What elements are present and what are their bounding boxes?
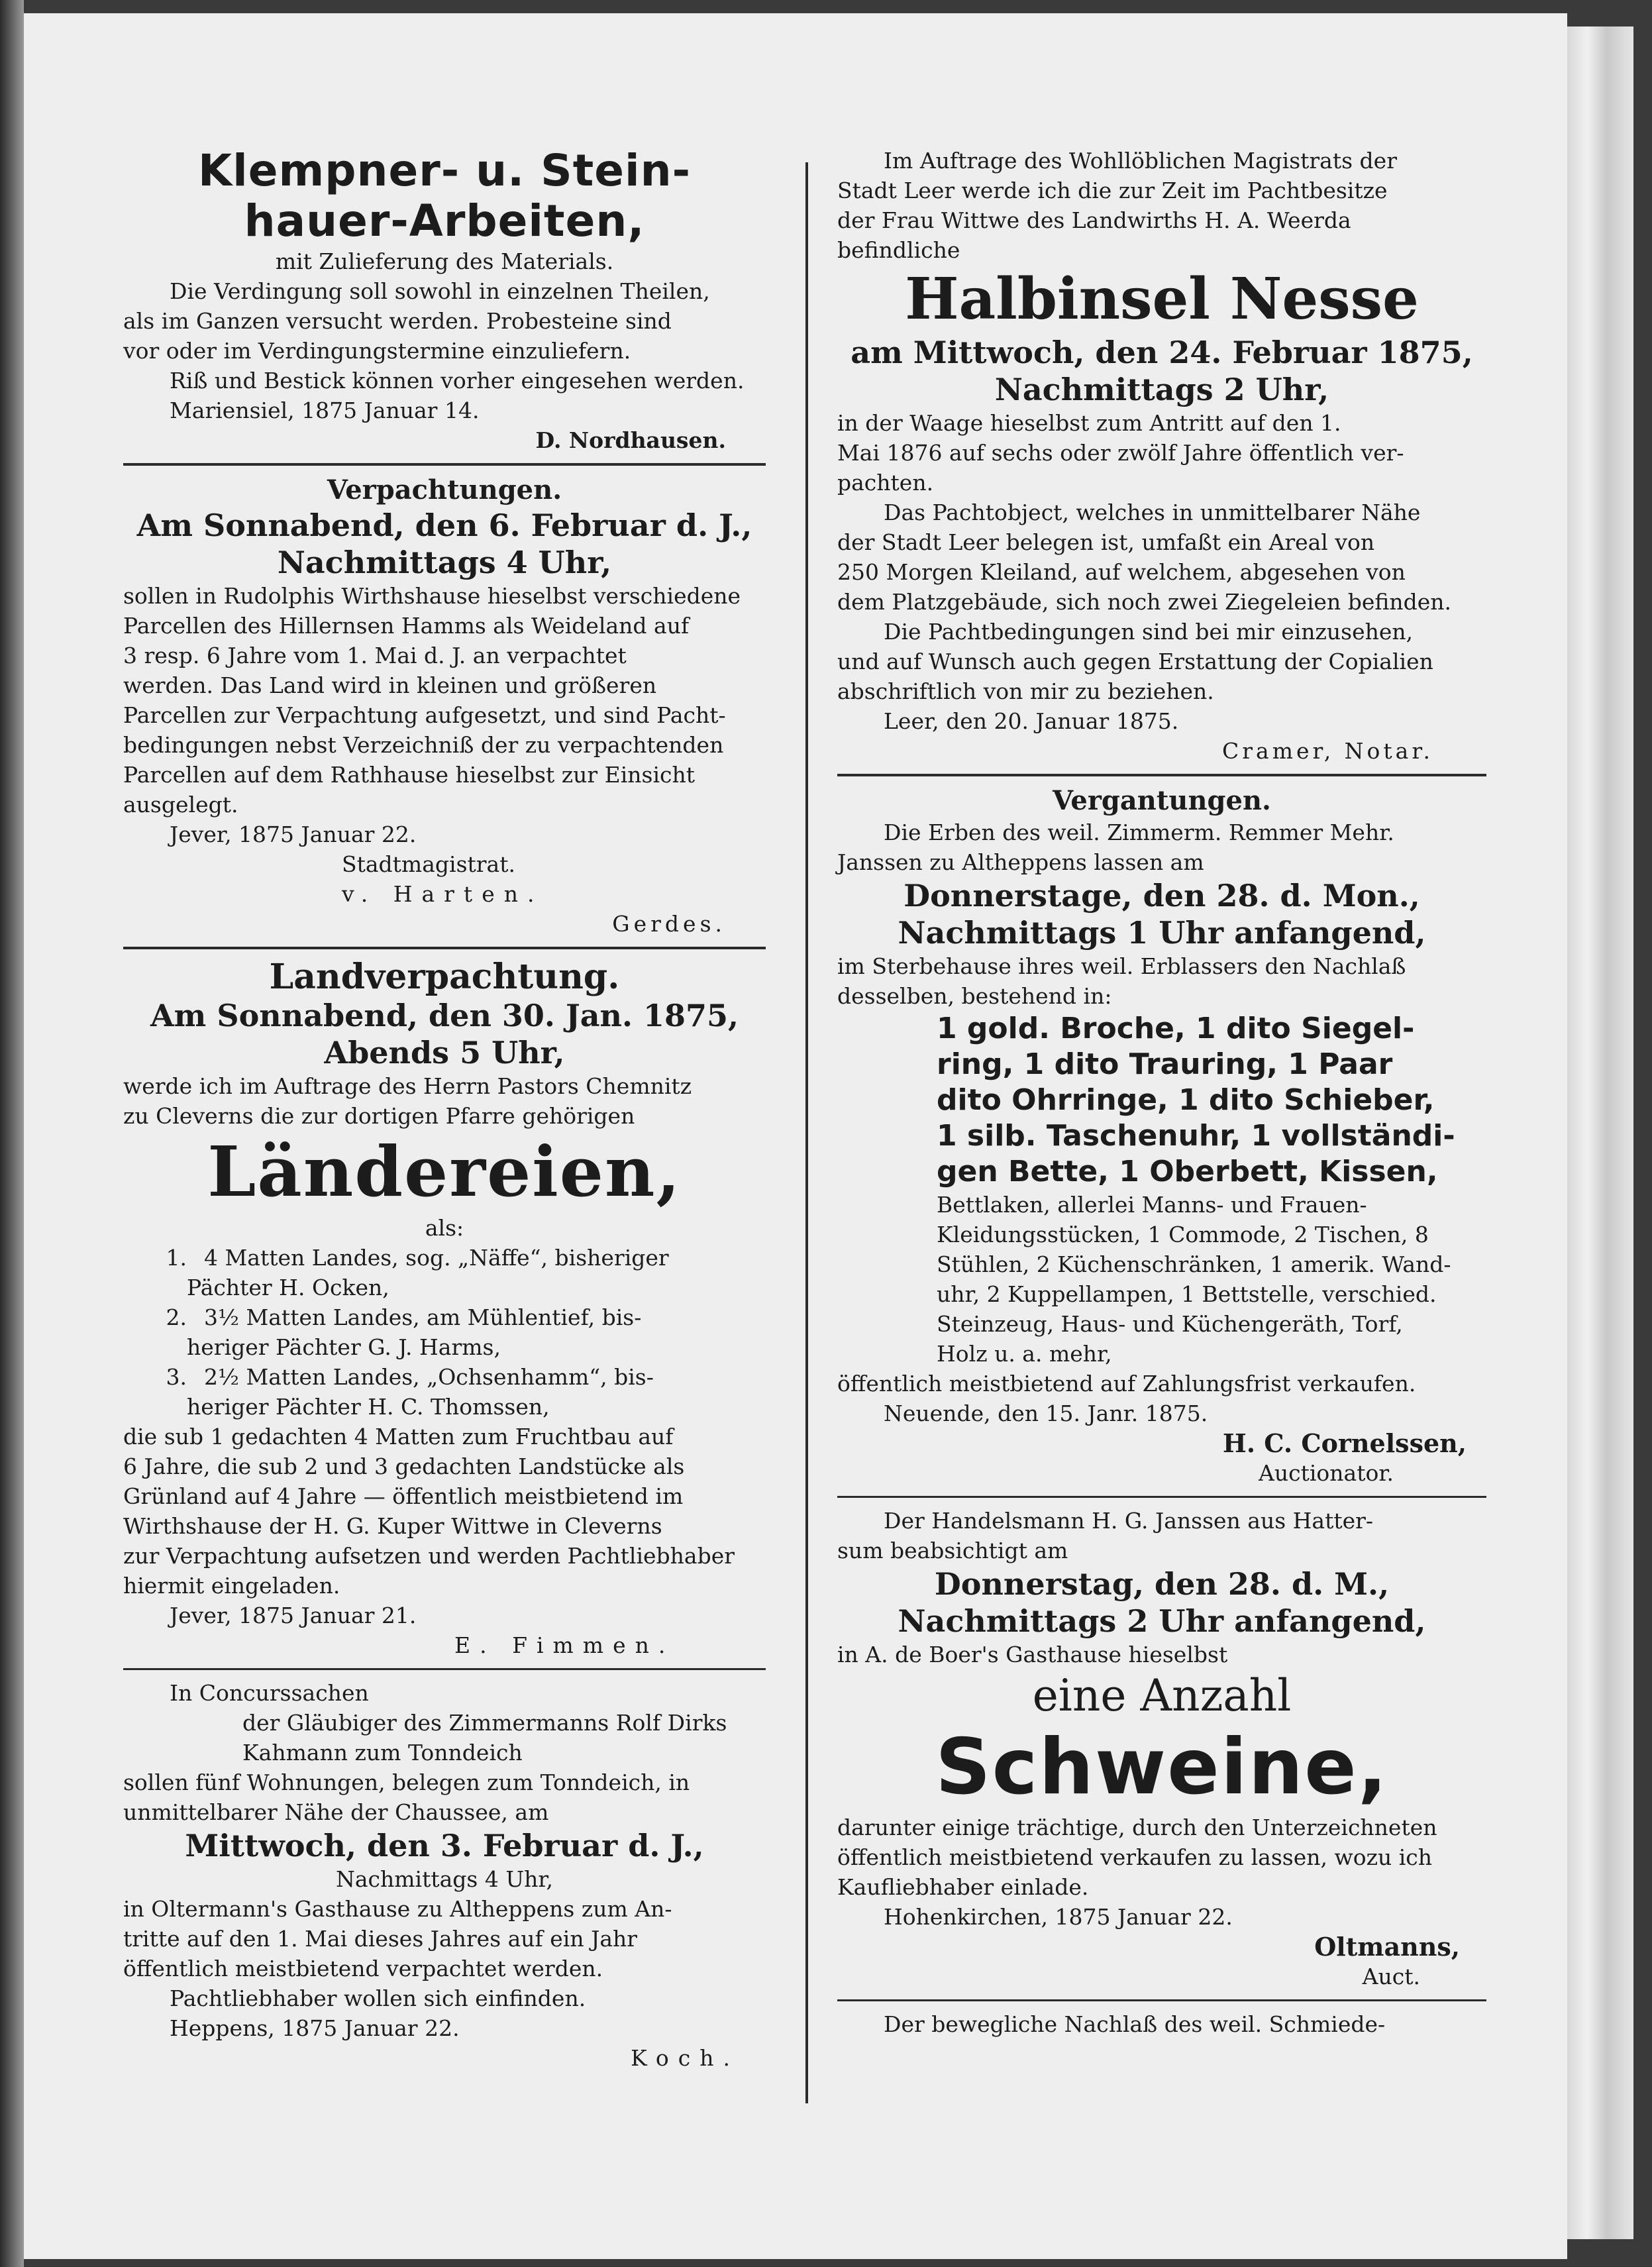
text-line: Die Verdingung soll sowohl in einzelnen Theilen,	[170, 278, 710, 304]
ad-heading: Verpachtungen.	[327, 474, 562, 505]
estate-item-line: 1 gold. Broche, 1 dito Siegel-	[937, 1012, 1415, 1045]
text-line: Das Pachtobject, welches in unmittelbarer Nähe	[884, 500, 1421, 525]
left-column	[123, 146, 766, 2073]
text-line: werden. Das Land wird in kleinen und größeren	[123, 672, 657, 698]
place-date: Jever, 1875 Januar 22.	[170, 821, 417, 847]
text-line: ausgelegt.	[123, 792, 238, 817]
place-date: Neuende, den 15. Janr. 1875.	[884, 1400, 1208, 1426]
item-text: Pächter H. Ocken,	[187, 1275, 389, 1300]
text-line: dem Platzgebäude, sich noch zwei Ziegeleien befinden.	[837, 589, 1452, 615]
text-line: uhr, 2 Kuppellampen, 1 Bettstelle, verschied.	[937, 1281, 1437, 1307]
estate-item-line: gen Bette, 1 Oberbett, Kissen,	[937, 1155, 1438, 1188]
ad-klempner	[123, 146, 766, 455]
item-text: heriger Pächter G. J. Harms,	[187, 1334, 501, 1360]
place-date: Mariensiel, 1875 Januar 14.	[170, 397, 480, 423]
item-number: 3.	[166, 1364, 187, 1390]
item-text: 3½ Matten Landes, am Mühlentief, bis-	[204, 1304, 642, 1330]
ad-halbinsel-nesse	[837, 146, 1486, 766]
text-line: Der Handelsmann H. G. Janssen aus Hatter-	[884, 1508, 1374, 1534]
text-line: Wirthshause der H. G. Kuper Wittwe in Cleverns	[123, 1513, 662, 1539]
divider-rule	[837, 774, 1486, 776]
ad-big-subtitle: eine Anzahl	[1032, 1670, 1292, 1721]
text-line: desselben, bestehend in:	[837, 983, 1112, 1009]
signature: E. Fimmen.	[454, 1632, 675, 1658]
signature: D. Nordhausen.	[535, 427, 726, 453]
ad-time: Nachmittags 4 Uhr,	[335, 1866, 554, 1892]
signature: Koch.	[631, 2045, 739, 2071]
ad-verpachtungen	[123, 474, 766, 939]
text-line: darunter einige trächtige, durch den Unterzeichneten	[837, 1815, 1437, 1840]
text-line: zur Verpachtung aufsetzen und werden Pachtliebhaber	[123, 1543, 735, 1569]
ad-time: Nachmittags 4 Uhr,	[277, 545, 612, 580]
text-line: bedingungen nebst Verzeichniß der zu verpachtenden	[123, 732, 724, 758]
ad-date: Donnerstag, den 28. d. M.,	[934, 1566, 1390, 1602]
ad-time: Nachmittags 2 Uhr,	[994, 372, 1329, 407]
text-line: Janssen zu Altheppens lassen am	[837, 849, 1204, 875]
text-line: der Frau Wittwe des Landwirths H. A. Weerda	[837, 207, 1351, 233]
ad-heading: Vergantungen.	[1053, 785, 1271, 816]
item-number: 2.	[166, 1304, 187, 1330]
ad-title: hauer-Arbeiten,	[244, 195, 645, 246]
text-line: im Sterbehause ihres weil. Erblassers den Nachlaß	[837, 953, 1406, 979]
item-text: 4 Matten Landes, sog. „Näffe“, bisheriger	[204, 1245, 669, 1271]
text-line: zu Cleverns die zur dortigen Pfarre gehörigen	[123, 1103, 635, 1129]
newspaper-page	[24, 13, 1567, 2259]
item-text: heriger Pächter H. C. Thomssen,	[187, 1394, 550, 1420]
text-line: In Concurssachen	[170, 1680, 369, 1706]
text-line: Im Auftrage des Wohllöblichen Magistrats der	[884, 148, 1397, 174]
text-line: vor oder im Verdingungstermine einzuliefern.	[123, 338, 631, 364]
office: Stadtmagistrat.	[342, 851, 515, 877]
ad-nachlass	[837, 2009, 1486, 2039]
signature: H. C. Cornelssen,	[1222, 1428, 1467, 1458]
text-line: öffentlich meistbietend auf Zahlungsfrist verkaufen.	[837, 1371, 1416, 1397]
ad-date: am Mittwoch, den 24. Februar 1875,	[851, 335, 1473, 370]
text-line: Parcellen auf dem Rathhause hieselbst zur Einsicht	[123, 762, 696, 788]
text-line: Mai 1876 auf sechs oder zwölf Jahre öffentlich ver-	[837, 440, 1404, 466]
text-line: Bettlaken, allerlei Manns- und Frauen-	[937, 1192, 1367, 1218]
signature-role: Auct.	[1362, 1964, 1420, 1989]
text-line: Kahmann zum Tonndeich	[242, 1740, 523, 1766]
list-item	[123, 1243, 766, 1273]
text-line: Die Pachtbedingungen sind bei mir einzusehen,	[884, 619, 1414, 645]
ad-big-title: Ländereien,	[207, 1131, 682, 1212]
estate-item-line: 1 silb. Taschenuhr, 1 vollständi-	[937, 1119, 1455, 1153]
item-number: 1.	[166, 1245, 187, 1271]
text-line: Riß und Bestick können vorher eingesehen werden.	[170, 368, 745, 394]
estate-item-line: dito Ohrringe, 1 dito Schieber,	[937, 1083, 1435, 1117]
divider-rule	[837, 1496, 1486, 1498]
text-line: öffentlich meistbietend verkaufen zu lassen, wozu ich	[837, 1844, 1433, 1870]
list-item	[123, 1302, 766, 1332]
text-line: Grünland auf 4 Jahre — öffentlich meistbietend im	[123, 1483, 684, 1509]
text-line: Kaufliebhaber einlade.	[837, 1874, 1089, 1900]
ad-time: Abends 5 Uhr,	[324, 1035, 565, 1071]
column-divider	[805, 162, 808, 2103]
signature: Gerdes.	[612, 911, 726, 937]
text-line: unmittelbarer Nähe der Chaussee, am	[123, 1799, 549, 1825]
text-line: in der Waage hieselbst zum Antritt auf den 1.	[837, 410, 1341, 436]
signature: v. Harten.	[342, 881, 544, 907]
ad-date: Donnerstage, den 28. d. Mon.,	[903, 878, 1420, 914]
divider-rule	[837, 1999, 1486, 2001]
ad-title: Klempner- u. Stein-	[197, 145, 692, 196]
text-line: Pachtliebhaber wollen sich einfinden.	[170, 1985, 586, 2011]
divider-rule	[123, 1668, 766, 1670]
text-line: und auf Wunsch auch gegen Erstattung der Copialien	[837, 649, 1433, 674]
place-date: Jever, 1875 Januar 21.	[170, 1603, 417, 1628]
text-line: Der bewegliche Nachlaß des weil. Schmiede-	[884, 2011, 1386, 2037]
ad-concurssachen	[123, 1678, 766, 2073]
text-line: Die Erben des weil. Zimmerm. Remmer Mehr.	[884, 819, 1394, 845]
ad-big-title: Schweine,	[935, 1722, 1388, 1812]
ad-date: Am Sonnabend, den 30. Jan. 1875,	[150, 998, 739, 1033]
text-line: als:	[425, 1215, 464, 1241]
text-line: in A. de Boer's Gasthause hieselbst	[837, 1642, 1228, 1667]
ad-landverpachtung	[123, 957, 766, 1660]
estate-item-line: ring, 1 dito Trauring, 1 Paar	[937, 1047, 1393, 1081]
text-line: befindliche	[837, 237, 960, 263]
item-text: 2½ Matten Landes, „Ochsenhamm“, bis-	[204, 1364, 654, 1390]
text-line: abschriftlich von mir zu beziehen.	[837, 678, 1214, 704]
text-line: sum beabsichtigt am	[837, 1538, 1068, 1563]
text-line: Kleidungsstücken, 1 Commode, 2 Tischen, 8	[937, 1222, 1429, 1247]
text-line: hiermit eingeladen.	[123, 1573, 340, 1599]
text-line: Holz u. a. mehr,	[937, 1341, 1112, 1367]
page-edge-stack	[1567, 26, 1633, 2239]
ad-date: Mittwoch, den 3. Februar d. J.,	[185, 1828, 704, 1864]
divider-rule	[123, 463, 766, 466]
text-line: pachten.	[837, 470, 934, 496]
list-item	[123, 1362, 766, 1392]
place-date: Heppens, 1875 Januar 22.	[170, 2015, 460, 2041]
text-line: mit Zulieferung des Materials.	[275, 248, 614, 274]
text-line: Stühlen, 2 Küchenschränken, 1 amerik. Wand-	[937, 1251, 1451, 1277]
signature: Oltmanns,	[1314, 1932, 1460, 1962]
text-line: Steinzeug, Haus- und Küchengeräth, Torf,	[937, 1311, 1403, 1337]
text-line: der Stadt Leer belegen ist, umfaßt ein Areal von	[837, 529, 1375, 555]
divider-rule	[123, 947, 766, 949]
ad-date: Am Sonnabend, den 6. Februar d. J.,	[136, 507, 752, 543]
text-line: Parcellen zur Verpachtung aufgesetzt, und sind Pacht-	[123, 702, 726, 728]
text-line: Stadt Leer werde ich die zur Zeit im Pachtbesitze	[837, 178, 1388, 203]
text-line: die sub 1 gedachten 4 Matten zum Fruchtbau auf	[123, 1424, 674, 1450]
ad-vergantungen	[837, 784, 1486, 1488]
text-line: als im Ganzen versucht werden. Probesteine sind	[123, 308, 672, 334]
ad-schweine	[837, 1506, 1486, 1991]
text-line: werde ich im Auftrage des Herrn Pastors Chemnitz	[123, 1073, 692, 1099]
text-line: 250 Morgen Kleiland, auf welchem, abgesehen von	[837, 559, 1406, 585]
ad-heading: Landverpachtung.	[269, 957, 620, 997]
ad-big-title: Halbinsel Nesse	[905, 266, 1419, 333]
signature-role: Auctionator.	[1259, 1460, 1394, 1486]
text-line: sollen in Rudolphis Wirthshause hieselbst verschiedene	[123, 583, 741, 609]
text-line: der Gläubiger des Zimmermanns Rolf Dirks	[242, 1710, 727, 1736]
text-line: öffentlich meistbietend verpachtet werden.	[123, 1956, 603, 1981]
text-line: tritte auf den 1. Mai dieses Jahres auf ein Jahr	[123, 1926, 638, 1952]
right-column	[837, 146, 1486, 2039]
place-date: Leer, den 20. Januar 1875.	[884, 708, 1179, 734]
ad-time: Nachmittags 2 Uhr anfangend,	[898, 1603, 1426, 1639]
place-date: Hohenkirchen, 1875 Januar 22.	[884, 1904, 1233, 1930]
text-line: 3 resp. 6 Jahre vom 1. Mai d. J. an verpachtet	[123, 643, 627, 668]
ad-time: Nachmittags 1 Uhr anfangend,	[898, 915, 1426, 951]
text-line: sollen fünf Wohnungen, belegen zum Tonndeich, in	[123, 1769, 690, 1795]
book-spine-shadow	[0, 0, 24, 2267]
signature: Cramer, Notar.	[1222, 738, 1433, 764]
text-line: in Oltermann's Gasthause zu Altheppens zum An-	[123, 1896, 672, 1922]
text-line: Parcellen des Hillernsen Hamms als Weideland auf	[123, 613, 690, 639]
text-line: 6 Jahre, die sub 2 und 3 gedachten Landstücke als	[123, 1453, 685, 1479]
